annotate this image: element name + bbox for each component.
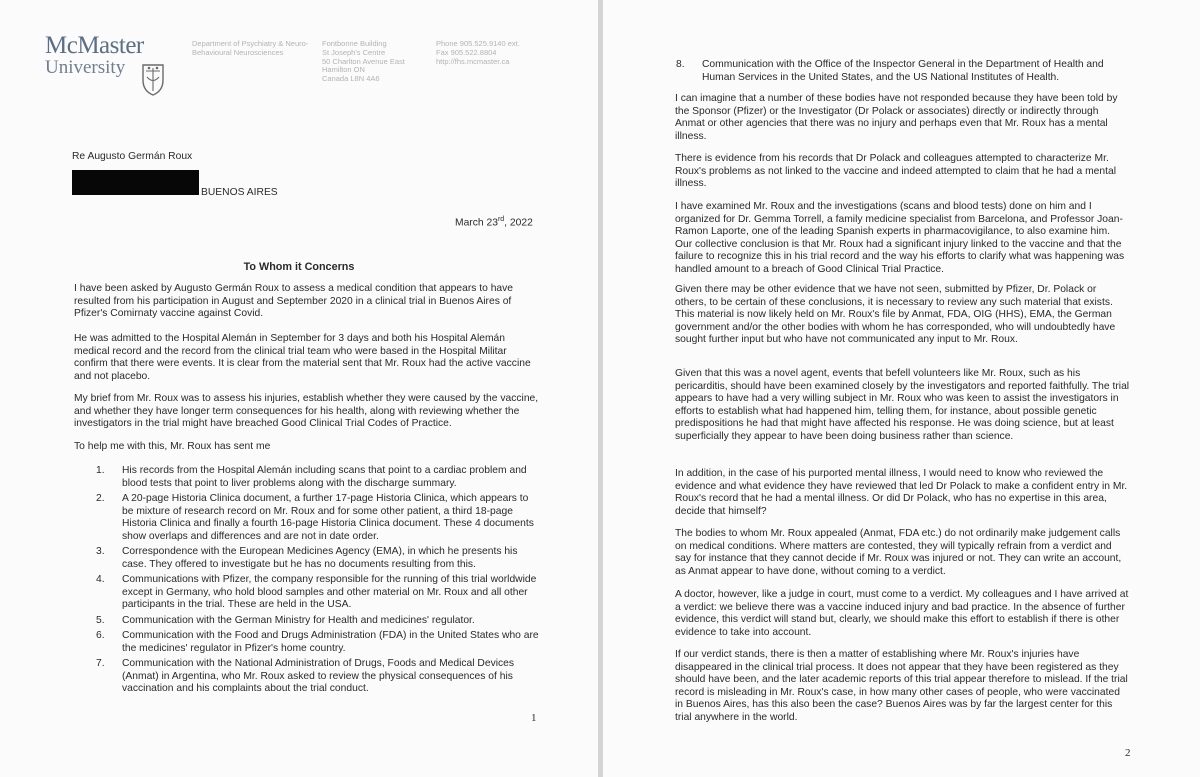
list-number: 5. bbox=[96, 614, 105, 626]
list-item bbox=[96, 493, 541, 543]
paragraph: To help me with this, Mr. Roux has sent me bbox=[74, 441, 271, 452]
date-suffix: rd bbox=[497, 216, 505, 223]
list-item bbox=[96, 465, 541, 490]
letterhead-address: Fontbonne Building St Joseph's Centre 50 Charlton Avenue East Hamilton ON Canada L8N 4A6 bbox=[322, 39, 405, 84]
list-text: Communication with the German Ministry for Health and medicines' regulator. bbox=[122, 614, 475, 626]
list-text: Communications with Pfizer, the company responsible for the running of this trial worldwide except in Germany, who hold blood samples and other material on Mr. Roux and all other participants in the trial. These are held in the USA. bbox=[122, 574, 537, 610]
paragraph: In addition, in the case of his purported mental illness, I would need to know who reviewed the evidence and what evidence they have reviewed that led Dr Polack to make a confident entry in Mr. Roux's record that he had a mental illness. Or did Dr Polack, who has no expertise in this area, decide that himself? bbox=[675, 468, 1128, 517]
date-main: March 23 bbox=[455, 217, 498, 229]
materials-list bbox=[96, 465, 541, 696]
university-logo-subtitle: University bbox=[45, 57, 126, 78]
paragraph: There is evidence from his records that Dr Polack and colleagues attempted to characterize Mr. Roux's problems as not linked to the vaccine and indeed attempted to claim that he had a mental illness. bbox=[675, 153, 1116, 189]
list-text: Communication with the Office of the Inspector General in the Department of Health and Human Services in the United States, and the US National Institutes of Health. bbox=[702, 59, 1104, 83]
list-item bbox=[96, 546, 541, 571]
materials-list-continued bbox=[676, 59, 1124, 84]
list-number: 8. bbox=[676, 59, 685, 70]
paragraph: If our verdict stands, there is then a matter of establishing where Mr. Roux's injuries have disappeared in the clinical trial process. It does not appear that they have been registered as they should have been, and the later academic reports of this trial appear therefore to mislead. If the trial record is misleading in Mr. Roux's case, in how many other cases of people, who were vaccinated in Buenos Aires, has this also been the case? Buenos Aires was by far the largest center for this trial anywhere in the world. bbox=[675, 649, 1128, 723]
list-item bbox=[96, 658, 541, 696]
letter-date bbox=[455, 214, 533, 230]
paragraph: I have been asked by Augusto Germán Roux to assess a medical condition that appears to have resulted from his participation in August and September 2020 in a clinical trial in Buenos Aires of Pfizer's Comirnaty vaccine against Covid. bbox=[74, 283, 514, 319]
paragraph: My brief from Mr. Roux was to assess his injuries, establish whether they were caused by the vaccine, and whether they have longer term consequences for his health, along with reviewing whether the investigators in the trial might have breached Good Clinical Trial Codes of Practice. bbox=[74, 393, 539, 429]
list-text: A 20-page Historia Clinica document, a further 17-page Historia Clinica, which appears to be mixture of research record on Mr. Roux and for some other patient, a third 18-page Historia Clinica and finally a fourth 16-page Historia Clinica document. These 4 documents show overlaps and differences and are not in date order. bbox=[122, 493, 534, 542]
paragraph: The bodies to whom Mr. Roux appealed (Anmat, FDA etc.) do not ordinarily make judgement calls on medical conditions. Where matters are contested, they will typically refrain from a verdict and say for instance that they cannot decide if Mr. Roux was injured or not. They can write an account, as Anmat appear to have done, without coming to a verdict. bbox=[675, 528, 1122, 577]
paragraph: I can imagine that a number of these bodies have not responded because they have been told by the Sponsor (Pfizer) or the Investigator (Dr Polack or associates) directly or indirectly through Anmat or other agencies that there was no injury and perhaps even that Mr. Roux has a mental illness. bbox=[675, 93, 1118, 142]
list-number: 1. bbox=[96, 465, 105, 476]
paragraph: I have examined Mr. Roux and the investigations (scans and blood tests) done on him and I organized for Dr. Gemma Torrell, a family medicine specialist from Barcelona, and Professor Joan-Ramon Laporte, one of the leading Spanish experts in pharmacovigilance, to also examine him. Our collective conclusion is that Mr. Roux had a significant injury linked to the vaccine and that the failure to recognize this in his trial record and the way his efforts to clarify what was happening was handled amount to a breach of Good Clinical Trial Practice. bbox=[675, 201, 1125, 275]
list-text: Communication with the Food and Drugs Administration (FDA) in the United States who are the medicines' regulator in Pfizer's home country. bbox=[122, 630, 539, 654]
list-number: 3. bbox=[96, 546, 105, 557]
university-logo-name: McMaster bbox=[45, 32, 144, 59]
paragraph: A doctor, however, like a judge in court, must come to a verdict. My colleagues and I have arrived at a verdict: we believe there was a vaccine induced injury and bad practice. In the absence of further evidence, this verdict will stand but, clearly, we should make this effort to establish if there is other evidence to take into account. bbox=[675, 589, 1129, 638]
list-item bbox=[96, 630, 541, 655]
list-number: 6. bbox=[96, 630, 105, 641]
list-text: Correspondence with the European Medicines Agency (EMA), in which he presents his case. They offered to investigate but he has no documents resulting from this. bbox=[122, 546, 518, 570]
paragraph: He was admitted to the Hospital Alemán in September for 3 days and both his Hospital Alemán medical record and the record from the clinical trial team who were based in the Hospital Militar confirm that there were events. It is clear from the material sent that Mr. Roux had the active vaccine and not placebo. bbox=[74, 333, 531, 382]
date-year: , 2022 bbox=[504, 217, 533, 229]
list-number: 2. bbox=[96, 493, 105, 504]
redacted-address bbox=[72, 170, 199, 195]
list-text: Communication with the National Administration of Drugs, Foods and Medical Devices (Anmat) in Argentina, who Mr. Roux asked to review the physical consequences of his vaccination and his complaints about the trial conduct. bbox=[122, 658, 515, 694]
letter-page-1 bbox=[0, 0, 598, 777]
paragraph: Given there may be other evidence that we have not seen, submitted by Pfizer, Dr. Polack or others, to be certain of these conclusions, it is necessary to review any such material that exists. This material is now likely held on Mr. Roux's file by Anmat, FDA, OIG (HHS), EMA, the German government and/or the other bodies with whom he has corresponded, who will undoubtedly have sought further input but who have not communicated any input to Mr. Roux. bbox=[675, 284, 1116, 345]
list-text: His records from the Hospital Alemán including scans that point to a cardiac problem and blood tests that point to liver problems along with the discharge summary. bbox=[122, 465, 527, 489]
address-city: BUENOS AIRES bbox=[201, 187, 278, 198]
page-number: 2 bbox=[1125, 747, 1131, 759]
letter-page-2 bbox=[603, 0, 1200, 777]
list-item bbox=[96, 574, 541, 612]
list-item bbox=[676, 59, 1124, 84]
letterhead-contact: Phone 905.525.9140 ext. Fax 905.522.8804 http://fhs.mcmaster.ca bbox=[436, 39, 520, 66]
re-line: Re Augusto Germán Roux bbox=[72, 151, 193, 162]
letterhead-department: Department of Psychiatry & Neuro- Behavioural Neurosciences bbox=[192, 39, 309, 57]
list-number: 7. bbox=[96, 658, 105, 669]
list-number: 4. bbox=[96, 574, 105, 585]
list-item bbox=[96, 615, 541, 628]
page-number: 1 bbox=[531, 712, 537, 724]
university-crest-icon bbox=[141, 62, 165, 96]
paragraph: Given that this was a novel agent, events that befell volunteers like Mr. Roux, such as his pericarditis, should have been examined closely by the investigators and reported faithfully. The trial appears to have had a very willing subject in Mr. Roux who was keen to assist the investigators in efforts to establish what had happened him, telling them, for instance, about possible genetic predispositions he had that might have affected his response. He was doing science, but at least superficially they appear to have been doing business rather than science. bbox=[675, 368, 1130, 442]
salutation: To Whom it Concerns bbox=[243, 261, 355, 273]
